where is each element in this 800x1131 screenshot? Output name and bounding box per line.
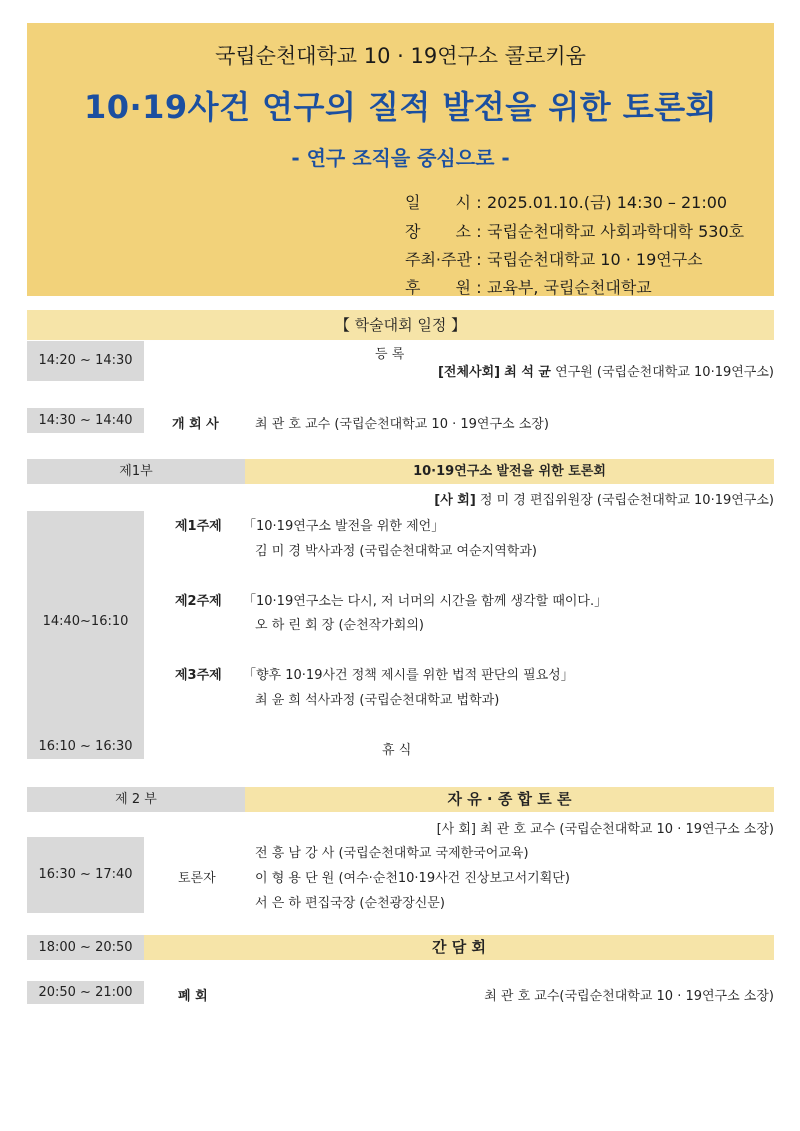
topic1-title: 「10·19연구소 발전을 위한 제언」 [243, 519, 445, 534]
part2-title: 자 유 · 종 합 토 론 [245, 787, 774, 812]
dinner-label: 간 담 회 [144, 935, 774, 960]
closing-label: 폐 회 [178, 989, 208, 1004]
part1-time: 14:40~16:10 [42, 614, 129, 629]
panel-label: 토론자 [178, 871, 216, 886]
overall-mc: [전체사회] 최 석 균 연구원 (국립순천대학교 10·19연구소) [437, 365, 774, 380]
schedule-heading: 【 학술대회 일정 】 [27, 310, 774, 340]
opening-speaker: 최 관 호 교수 (국립순천대학교 10 · 19연구소 소장) [255, 417, 549, 432]
break-label: 휴 식 [382, 743, 412, 758]
time-cell-dinner: 18:00 ~ 20:50 [27, 935, 144, 960]
part1-mc: [사 회] 정 미 경 편집위원장 (국립순천대학교 10·19연구소) [434, 493, 774, 508]
topic2-title: 「10·19연구소는 다시, 저 너머의 시간을 함께 생각할 때이다.」 [243, 594, 608, 609]
time-cell-part2: 16:30 ~ 17:40 [27, 837, 144, 913]
info-venue: 장 소 : 국립순천대학교 사회과학대학 530호 [405, 222, 745, 241]
time-cell-closing: 20:50 ~ 21:00 [27, 981, 144, 1004]
organizer-line: 국립순천대학교 10 · 19연구소 콜로키움 [215, 44, 586, 68]
part1-title: 10·19연구소 발전을 위한 토론회 [245, 459, 774, 484]
time-cell-opening: 14:30 ~ 14:40 [27, 408, 144, 433]
part2-mc: [사 회] 최 관 호 교수 (국립순천대학교 10 · 19연구소 소장) [436, 822, 774, 837]
event-title: 10·19사건 연구의 질적 발전을 위한 토론회 [83, 88, 718, 126]
topic3-number: 제3주제 [175, 668, 222, 683]
time-cell-registration: 14:20 ~ 14:30 [27, 341, 144, 381]
panelist-3: 서 은 하 편집국장 (순천광장신문) [255, 896, 445, 911]
panelist-2: 이 형 용 단 원 (여수·순천10·19사건 진상보고서기획단) [255, 871, 570, 886]
panelist-1: 전 흥 남 강 사 (국립순천대학교 국제한국어교육) [255, 846, 529, 861]
part1-label: 제1부 [27, 459, 245, 484]
part2-label: 제 2 부 [27, 787, 245, 812]
topic2-number: 제2주제 [175, 594, 222, 609]
event-subtitle: - 연구 조직을 중심으로 - [291, 146, 510, 170]
topic2-presenter: 오 하 린 회 장 (순천작가회의) [255, 618, 424, 633]
topic1-presenter: 김 미 경 박사과정 (국립순천대학교 여순지역학과) [255, 544, 537, 559]
info-sponsor: 후 원 : 교육부, 국립순천대학교 [405, 278, 652, 297]
opening-label: 개 회 사 [172, 417, 219, 432]
topic3-presenter: 최 윤 희 석사과정 (국립순천대학교 법학과) [255, 693, 500, 708]
topic1-number: 제1주제 [175, 519, 222, 534]
info-date: 일 시 : 2025.01.10.(금) 14:30 – 21:00 [405, 193, 728, 212]
topic3-title: 「향후 10·19사건 정책 제시를 위한 법적 판단의 필요성」 [243, 668, 574, 683]
registration-label: 등 록 [375, 347, 405, 362]
closing-speaker: 최 관 호 교수(국립순천대학교 10 · 19연구소 소장) [484, 989, 774, 1004]
time-cell-part1 [27, 511, 144, 759]
info-host: 주최·주관 : 국립순천대학교 10 · 19연구소 [405, 250, 703, 269]
break-time: 16:10 ~ 16:30 [38, 739, 133, 754]
